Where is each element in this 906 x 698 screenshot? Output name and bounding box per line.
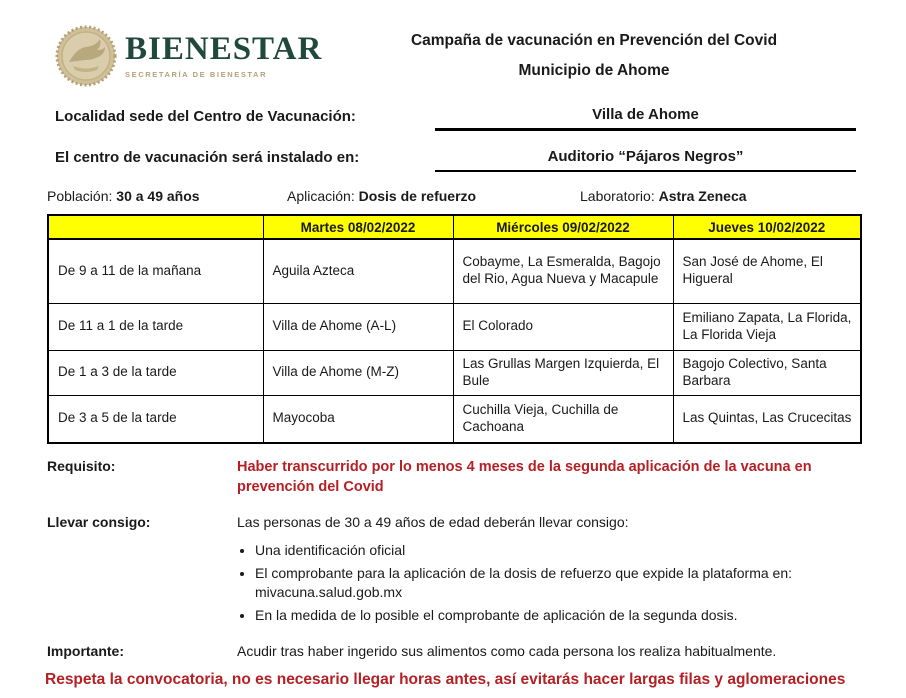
population-value: 30 a 49 años: [116, 188, 200, 204]
title-line-1: Campaña de vacunación en Prevención del Covid: [410, 32, 778, 49]
list-item: • En la medida de lo posible el comprobante de aplicación de la segunda dosis.: [255, 606, 860, 626]
schedule-table: [47, 214, 862, 444]
header-cell-empty: [48, 215, 263, 239]
table-row: [48, 395, 861, 443]
list-item: • El comprobante para la aplicación de la dosis de refuerzo que expide la plataforma en: mivacuna.salud.gob.mx: [255, 564, 860, 603]
important-label: Importante:: [47, 642, 124, 659]
tuesday-cell: Villa de Ahome (A-L): [263, 303, 453, 350]
tuesday-cell: Villa de Ahome (M-Z): [263, 350, 453, 395]
header-cell-wednesday: Miércoles 09/02/2022: [453, 215, 673, 239]
bring-section: [47, 513, 860, 629]
table-row: [48, 239, 861, 303]
page-header: [0, 0, 906, 88]
bring-list: [240, 541, 860, 625]
wednesday-cell: Cobayme, La Esmeralda, Bagojo del Rio, Agua Nueva y Macapule: [453, 239, 673, 303]
location-value: Villa de Ahome: [435, 106, 856, 131]
time-slot-cell: De 1 a 3 de la tarde: [48, 350, 263, 395]
requirement-text: Haber transcurrido por lo menos 4 meses de la segunda aplicación de la vacuna en prevención del Covid: [237, 459, 812, 496]
venue-row: [55, 148, 856, 172]
venue-label: El centro de vacunación será instalado en:: [55, 149, 360, 166]
bienestar-logo: [55, 24, 323, 88]
location-label: Localidad sede del Centro de Vacunación:: [55, 108, 356, 125]
thursday-cell: San José de Ahome, El Higueral: [673, 239, 861, 303]
laboratory-value: Astra Zeneca: [658, 188, 747, 204]
thursday-cell: Bagojo Colectivo, Santa Barbara: [673, 350, 861, 395]
application-info: [287, 188, 580, 204]
bring-intro: Las personas de 30 a 49 años de edad deberán llevar consigo:: [237, 513, 629, 530]
list-item: • Una identificación oficial: [255, 541, 860, 561]
page-title: [320, 24, 878, 80]
table-row: [48, 350, 861, 395]
table-header-row: [48, 215, 861, 239]
table-row: [48, 303, 861, 350]
bring-label: Llevar consigo:: [47, 513, 151, 530]
header-cell-tuesday: Martes 08/02/2022: [263, 215, 453, 239]
header-cell-thursday: Jueves 10/02/2022: [673, 215, 861, 239]
laboratory-info: [580, 188, 860, 204]
important-text: Acudir tras haber ingerido sus alimentos como cada persona los realiza habitualmente.: [237, 642, 777, 659]
important-section: [47, 642, 860, 662]
thursday-cell: Emiliano Zapata, La Florida, La Florida Vieja: [673, 303, 861, 350]
logo-text: [125, 33, 322, 79]
brand-subtitle: SECRETARÍA DE BIENESTAR: [125, 70, 268, 79]
thursday-cell: Las Quintas, Las Crucecitas: [673, 395, 861, 443]
time-slot-cell: De 11 a 1 de la tarde: [48, 303, 263, 350]
population-label: Población:: [47, 188, 113, 204]
footer-warning: Respeta la convocatoria, no es necesario llegar horas antes, así evitarás hacer largas filas y aglomeraciones: [45, 671, 846, 689]
application-label: Aplicación:: [287, 188, 355, 204]
wednesday-cell: Cuchilla Vieja, Cuchilla de Cachoana: [453, 395, 673, 443]
tuesday-cell: Mayocoba: [263, 395, 453, 443]
application-value: Dosis de refuerzo: [358, 188, 477, 204]
bring-content: [237, 513, 860, 629]
time-slot-cell: De 3 a 5 de la tarde: [48, 395, 263, 443]
population-info: [47, 188, 287, 204]
venue-value: Auditorio “Pájaros Negros”: [435, 148, 856, 172]
info-row: [47, 188, 860, 204]
time-slot-cell: De 9 a 11 de la mañana: [48, 239, 263, 303]
mexico-seal-icon: [55, 24, 117, 88]
brand-name: BIENESTAR: [125, 31, 323, 67]
laboratory-label: Laboratorio:: [580, 188, 655, 204]
wednesday-cell: El Colorado: [453, 303, 673, 350]
location-row: [55, 106, 856, 131]
title-line-2: Municipio de Ahome: [518, 62, 670, 79]
requirement-label: Requisito:: [47, 458, 116, 474]
wednesday-cell: Las Grullas Margen Izquierda, El Bule: [453, 350, 673, 395]
tuesday-cell: Aguila Azteca: [263, 239, 453, 303]
requirement-section: [47, 457, 860, 498]
